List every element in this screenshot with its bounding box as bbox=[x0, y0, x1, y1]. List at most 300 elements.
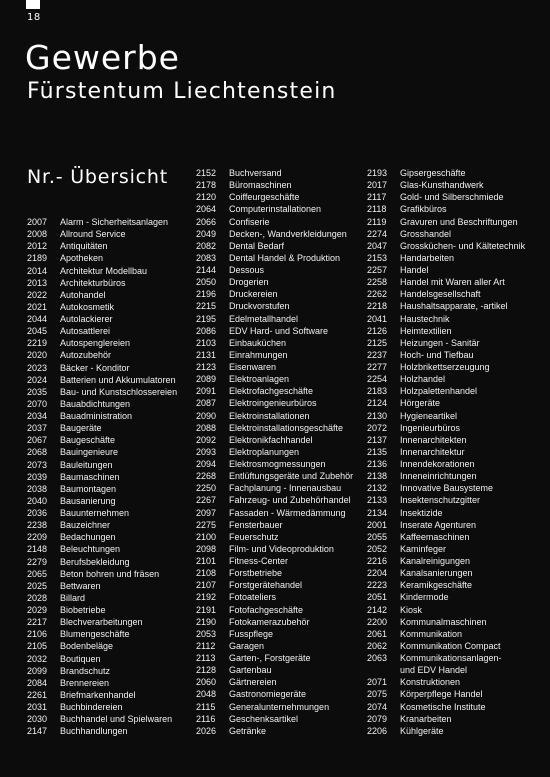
entry-number: 2083 bbox=[196, 252, 217, 263]
entry-number: 2108 bbox=[196, 568, 217, 579]
list-item bbox=[27, 398, 177, 410]
entry-name: Buchhandlungen bbox=[60, 726, 128, 737]
entry-name: Innenarchitektur bbox=[400, 446, 465, 457]
entry-number: 2192 bbox=[196, 592, 217, 603]
entry-name: Elektroanlagen bbox=[229, 374, 290, 385]
entry-name: Autosattlerei bbox=[60, 326, 111, 337]
list-item bbox=[367, 385, 525, 397]
entry-name: Bauadministration bbox=[60, 411, 133, 421]
list-item bbox=[367, 446, 525, 458]
entry-name: Keramikgeschäfte bbox=[400, 580, 473, 591]
entry-name: Einbauküchen bbox=[229, 337, 287, 348]
entry-number: 2051 bbox=[367, 592, 388, 603]
entry-name: Boutiquen bbox=[60, 653, 101, 664]
list-item bbox=[196, 616, 353, 628]
entry-number: 2050 bbox=[196, 277, 217, 288]
entry-name: Confiserie bbox=[229, 216, 270, 227]
entry-name: Eisenwaren bbox=[229, 362, 277, 372]
list-item bbox=[196, 628, 353, 640]
entry-number: 2087 bbox=[196, 398, 217, 409]
entry-number: 2126 bbox=[367, 325, 388, 336]
entry-name: Berufsbekleidung bbox=[60, 556, 130, 567]
entry-number: 2097 bbox=[196, 507, 217, 518]
list-item bbox=[27, 446, 177, 458]
entry-number: 2098 bbox=[196, 543, 217, 554]
entry-number: 2048 bbox=[196, 689, 217, 700]
entry-name: Autohandel bbox=[60, 289, 106, 300]
entry-name: Beton bohren und fräsen bbox=[60, 568, 160, 579]
entry-name: Coiffeurgeschäfte bbox=[229, 192, 300, 203]
entry-name: Holzbrikettserzeugung bbox=[400, 362, 490, 372]
list-item bbox=[27, 568, 177, 580]
list-item bbox=[196, 228, 353, 240]
list-item bbox=[27, 471, 177, 483]
list-item bbox=[367, 434, 525, 446]
entry-name: Autolackierer bbox=[60, 314, 113, 324]
list-item bbox=[367, 252, 525, 264]
entry-number: 2279 bbox=[27, 556, 48, 567]
entry-name: Elektrosmogmessungen bbox=[229, 459, 326, 469]
entry-name: Baugeschäfte bbox=[60, 435, 116, 446]
entry-name: Bodenbeläge bbox=[60, 641, 114, 652]
entry-number: 2067 bbox=[27, 435, 48, 446]
entry-name: Garten-, Forstgeräte bbox=[229, 653, 311, 663]
entry-number: 2178 bbox=[196, 180, 217, 191]
entry-name: Architektur Modellbau bbox=[60, 265, 148, 276]
list-item bbox=[367, 688, 525, 700]
entry-name: Computerinstallationen bbox=[229, 204, 322, 215]
list-item bbox=[196, 701, 353, 713]
entry-name: Büromaschinen bbox=[229, 180, 292, 191]
entry-name: Heimtextilien bbox=[400, 325, 452, 336]
directory-column-2 bbox=[196, 167, 353, 737]
entry-name: Fachplanung - Innenausbau bbox=[229, 483, 342, 494]
entry-number: 2254 bbox=[367, 374, 388, 385]
list-item bbox=[196, 519, 353, 531]
list-item bbox=[367, 591, 525, 603]
entry-name: Brennereien bbox=[60, 677, 110, 688]
entry-number: 2030 bbox=[27, 714, 48, 725]
entry-name: Gold- und Silberschmiede bbox=[400, 192, 504, 203]
entry-name: Getränke bbox=[229, 725, 267, 736]
entry-number: 2026 bbox=[196, 725, 217, 736]
list-item bbox=[27, 228, 177, 240]
entry-number: 2037 bbox=[27, 423, 48, 434]
entry-number: 2020 bbox=[27, 350, 48, 361]
entry-number: 2120 bbox=[196, 192, 217, 203]
entry-number: 2099 bbox=[27, 665, 48, 676]
entry-number: 2193 bbox=[367, 168, 388, 178]
list-item bbox=[367, 228, 525, 240]
entry-number: 2092 bbox=[196, 434, 217, 445]
list-item bbox=[196, 640, 353, 652]
entry-name: Konstruktionen bbox=[400, 677, 461, 688]
entry-number: 2090 bbox=[196, 410, 217, 421]
list-item bbox=[27, 531, 177, 543]
entry-number: 2091 bbox=[196, 386, 217, 397]
list-item bbox=[196, 494, 353, 506]
entry-name: Autokosmetik bbox=[60, 301, 115, 312]
list-item bbox=[196, 252, 353, 264]
entry-number: 2093 bbox=[196, 446, 217, 457]
entry-name: Kranarbeiten bbox=[400, 713, 452, 724]
entry-number: 2131 bbox=[196, 349, 217, 360]
list-item bbox=[196, 531, 353, 543]
entry-number: 2215 bbox=[196, 301, 217, 312]
list-item bbox=[27, 265, 177, 277]
entry-number: 2013 bbox=[27, 277, 48, 288]
list-item bbox=[196, 713, 353, 725]
entry-name: Kühlgeräte bbox=[400, 725, 444, 736]
entry-number: 2262 bbox=[367, 289, 388, 300]
entry-number: 2112 bbox=[196, 640, 216, 651]
entry-name: Baumaschinen bbox=[60, 471, 120, 482]
list-item bbox=[27, 616, 177, 628]
entry-name: Kiosk bbox=[400, 604, 423, 615]
entry-name: Kaffeemaschinen bbox=[400, 531, 470, 542]
list-item bbox=[367, 179, 525, 191]
entry-number: 2274 bbox=[367, 228, 388, 239]
entry-number: 2191 bbox=[196, 604, 217, 615]
list-item bbox=[196, 555, 353, 567]
entry-number: 2086 bbox=[196, 325, 217, 336]
entry-name: Gastronomiegeräte bbox=[229, 689, 307, 700]
list-item bbox=[27, 604, 177, 616]
entry-name: Hoch- und Tiefbau bbox=[400, 349, 474, 360]
entry-name: Kosmetische Institute bbox=[400, 701, 486, 712]
entry-name: Generalunternehmungen bbox=[229, 701, 330, 712]
entry-name: Fensterbauer bbox=[229, 519, 283, 530]
list-item bbox=[367, 701, 525, 713]
list-item bbox=[27, 556, 177, 568]
list-item bbox=[27, 483, 177, 495]
entry-number: 2238 bbox=[27, 520, 48, 531]
list-item bbox=[196, 567, 353, 579]
entry-number: 2137 bbox=[367, 434, 388, 445]
entry-number: 2132 bbox=[367, 483, 388, 494]
list-item bbox=[367, 373, 525, 385]
entry-number: 2209 bbox=[27, 532, 48, 543]
entry-number: 2072 bbox=[367, 422, 388, 433]
list-item bbox=[367, 422, 525, 434]
list-item bbox=[196, 470, 353, 482]
entry-number: 2012 bbox=[27, 241, 48, 252]
entry-number: 2053 bbox=[196, 628, 217, 639]
list-item bbox=[196, 300, 353, 312]
entry-name: Batterien und Akkumulatoren bbox=[60, 374, 176, 385]
list-item bbox=[27, 313, 177, 325]
entry-name: Elektroinstallationen bbox=[229, 410, 310, 421]
entry-number: 2153 bbox=[367, 252, 388, 263]
directory-column-3 bbox=[367, 167, 525, 737]
entry-name: Heizungen - Sanitär bbox=[400, 337, 480, 348]
entry-number: 2206 bbox=[367, 725, 388, 736]
list-item bbox=[367, 240, 525, 252]
entry-number: 2014 bbox=[27, 265, 48, 276]
entry-name: Handel mit Waren aller Art bbox=[400, 277, 505, 288]
list-item bbox=[367, 604, 525, 616]
entry-number: 2100 bbox=[196, 531, 217, 542]
entry-name: Film- und Videoproduktion bbox=[229, 543, 334, 554]
entry-number: 2075 bbox=[367, 689, 388, 700]
entry-name: Garagen bbox=[229, 640, 265, 651]
list-item bbox=[367, 216, 525, 228]
entry-number: 2190 bbox=[196, 616, 217, 627]
entry-number: 2028 bbox=[27, 592, 48, 603]
entry-number: 2089 bbox=[196, 374, 217, 385]
list-item bbox=[196, 422, 353, 434]
entry-number: 2071 bbox=[367, 677, 388, 688]
entry-number: 2147 bbox=[27, 726, 48, 737]
entry-number: 2022 bbox=[27, 289, 48, 300]
entry-name: Kaminfeger bbox=[400, 543, 447, 554]
list-item bbox=[27, 519, 177, 531]
entry-name: Insektizide bbox=[400, 507, 443, 518]
entry-name: Grafikbüros bbox=[400, 204, 447, 215]
list-item bbox=[196, 688, 353, 700]
list-item bbox=[27, 216, 177, 228]
list-item bbox=[196, 313, 353, 325]
entry-name: Drogerien bbox=[229, 277, 269, 288]
entry-name: Blechverarbeitungen bbox=[60, 617, 143, 628]
list-item bbox=[196, 203, 353, 215]
entry-name: Inserate Agenturen bbox=[400, 519, 477, 530]
list-item bbox=[27, 713, 177, 725]
list-item bbox=[367, 264, 525, 276]
entry-name: Hygieneartikel bbox=[400, 410, 458, 421]
entry-number: 2047 bbox=[367, 240, 388, 251]
entry-name: Elektroinstallationsgeschäfte bbox=[229, 422, 344, 433]
entry-number: 2038 bbox=[27, 483, 48, 494]
entry-number: 2115 bbox=[196, 701, 216, 712]
list-item bbox=[27, 277, 177, 289]
entry-name: Bauingenieure bbox=[60, 447, 119, 458]
entry-name: Fitness-Center bbox=[229, 556, 289, 566]
list-item bbox=[367, 616, 525, 628]
entry-name: Forstgerätehandel bbox=[229, 580, 303, 591]
entry-number: 2219 bbox=[27, 338, 48, 349]
list-item bbox=[27, 362, 177, 374]
entry-name: Blumengeschäfte bbox=[60, 629, 130, 640]
list-item bbox=[367, 361, 525, 373]
entry-number: 2136 bbox=[367, 459, 388, 469]
page-number: 18 bbox=[27, 12, 41, 23]
entry-name: Holzpalettenhandel bbox=[400, 386, 478, 397]
entry-name: Dental Bedarf bbox=[229, 240, 285, 251]
entry-name: Druckereien bbox=[229, 289, 278, 300]
entry-number: 2216 bbox=[367, 556, 388, 566]
entry-name: Baugeräte bbox=[60, 423, 102, 434]
entry-number: 2142 bbox=[367, 604, 388, 615]
entry-name: Edelmetallhandel bbox=[229, 313, 299, 324]
list-item bbox=[27, 725, 177, 737]
list-item bbox=[27, 422, 177, 434]
entry-number: 2237 bbox=[367, 349, 388, 360]
list-item bbox=[196, 434, 353, 446]
section-heading: Nr.- Übersicht bbox=[27, 166, 168, 188]
entry-number: 2195 bbox=[196, 313, 217, 324]
entry-number: 2023 bbox=[27, 362, 48, 373]
entry-number: 2106 bbox=[27, 629, 48, 640]
list-item bbox=[27, 337, 177, 349]
entry-number: 2223 bbox=[367, 580, 388, 591]
list-item bbox=[196, 216, 353, 228]
entry-name: Bauzeichner bbox=[60, 520, 111, 531]
entry-name: Dental Handel & Produktion bbox=[229, 252, 341, 263]
entry-number: 2261 bbox=[27, 689, 48, 700]
entry-name: Insektenschutzgitter bbox=[400, 495, 481, 506]
list-item bbox=[367, 349, 525, 361]
entry-name: Dessous bbox=[229, 265, 265, 275]
entry-number: 2101 bbox=[196, 556, 217, 566]
list-item bbox=[27, 374, 177, 386]
entry-number: 2079 bbox=[367, 713, 388, 724]
entry-name: Gipsergeschäfte bbox=[400, 168, 466, 178]
list-item bbox=[367, 325, 525, 337]
entry-name: Haushaltsapparate, -artikel bbox=[400, 301, 508, 312]
list-item bbox=[196, 604, 353, 616]
entry-name: Grosshandel bbox=[400, 228, 452, 239]
entry-number: 2064 bbox=[196, 204, 217, 215]
list-item bbox=[196, 167, 353, 179]
entry-name: Buchhandel und Spielwaren bbox=[60, 714, 173, 725]
entry-number: 2036 bbox=[27, 508, 48, 518]
entry-name: Decken-, Wandverkleidungen bbox=[229, 228, 347, 239]
entry-name: Gärtnereien bbox=[229, 677, 277, 688]
entry-name: Architekturbüros bbox=[60, 277, 126, 288]
entry-number: 2052 bbox=[367, 543, 388, 554]
entry-number: 2021 bbox=[27, 301, 48, 312]
list-item bbox=[367, 482, 525, 494]
entry-name: und EDV Handel bbox=[400, 665, 468, 676]
entry-name: Allround Service bbox=[60, 229, 126, 240]
entry-number: 2113 bbox=[196, 653, 216, 663]
entry-name: Buchbindereien bbox=[60, 702, 123, 712]
list-item bbox=[367, 713, 525, 725]
entry-name: Baumontagen bbox=[60, 483, 117, 494]
list-item bbox=[367, 470, 525, 482]
list-item bbox=[367, 519, 525, 531]
entry-name: Bäcker - Konditor bbox=[60, 362, 130, 373]
list-item bbox=[196, 276, 353, 288]
list-item bbox=[27, 325, 177, 337]
entry-name: Fotofachgeschäfte bbox=[229, 604, 304, 615]
entry-name: Innendekorationen bbox=[400, 459, 475, 469]
entry-name: Autozubehör bbox=[60, 350, 112, 361]
list-item bbox=[27, 240, 177, 252]
entry-number: 2152 bbox=[196, 168, 217, 178]
entry-number: 2066 bbox=[196, 216, 217, 227]
entry-number: 2084 bbox=[27, 677, 48, 688]
list-item bbox=[27, 386, 177, 398]
entry-name: Alarm - Sicherheitsanlagen bbox=[60, 217, 169, 227]
entry-number: 2070 bbox=[27, 398, 48, 409]
list-item bbox=[367, 507, 525, 519]
list-item bbox=[196, 191, 353, 203]
entry-name: Apotheken bbox=[60, 253, 104, 264]
entry-number: 2068 bbox=[27, 447, 48, 458]
list-item bbox=[196, 361, 353, 373]
entry-name: Elektrofachgeschäfte bbox=[229, 386, 314, 397]
list-item bbox=[196, 543, 353, 555]
entry-name: Bauabdichtungen bbox=[60, 398, 131, 409]
entry-number: 2204 bbox=[367, 568, 388, 579]
list-item bbox=[196, 482, 353, 494]
entry-name: Einrahmungen bbox=[229, 349, 288, 360]
entry-number: 2117 bbox=[367, 192, 387, 203]
list-item bbox=[367, 555, 525, 567]
entry-name: Handel bbox=[400, 265, 429, 275]
page-marker bbox=[26, 0, 40, 9]
entry-name: Innovative Bausysteme bbox=[400, 483, 494, 494]
entry-name: Glas-Kunsthandwerk bbox=[400, 180, 484, 191]
list-item bbox=[367, 494, 525, 506]
entry-number: 2032 bbox=[27, 653, 48, 664]
list-item bbox=[367, 676, 525, 688]
entry-name: Körperpflege Handel bbox=[400, 689, 483, 700]
entry-name: Kindermode bbox=[400, 592, 449, 603]
entry-name: Billard bbox=[60, 592, 86, 603]
list-item bbox=[196, 676, 353, 688]
list-item bbox=[367, 337, 525, 349]
entry-name: Inneneinrichtungen bbox=[400, 471, 477, 482]
list-item bbox=[196, 410, 353, 422]
list-item bbox=[367, 640, 525, 652]
entry-number: 2218 bbox=[367, 301, 388, 312]
entry-number: 2123 bbox=[196, 362, 217, 372]
entry-number: 2029 bbox=[27, 605, 48, 615]
entry-number: 2103 bbox=[196, 337, 217, 348]
entry-name: Innenarchitekten bbox=[400, 434, 467, 445]
entry-number: 2062 bbox=[367, 640, 388, 651]
entry-name: Fahrzeug- und Zubehörhandel bbox=[229, 495, 351, 506]
entry-number: 2134 bbox=[367, 507, 388, 518]
entry-name: Entlüftungsgeräte und Zubehör bbox=[229, 471, 354, 482]
entry-number: 2250 bbox=[196, 483, 217, 494]
entry-name: Elektroingenieurbüros bbox=[229, 398, 317, 409]
list-item bbox=[367, 531, 525, 543]
list-item bbox=[27, 665, 177, 677]
entry-number: 2017 bbox=[367, 180, 388, 191]
entry-number: 2105 bbox=[27, 641, 48, 652]
entry-number: 2148 bbox=[27, 544, 48, 555]
entry-name: Bettwaren bbox=[60, 580, 101, 591]
entry-name: Haustechnik bbox=[400, 313, 450, 324]
entry-name: EDV Hard- und Software bbox=[229, 325, 329, 336]
entry-number: 2217 bbox=[27, 617, 48, 628]
entry-number: 2124 bbox=[367, 398, 388, 409]
entry-name: Druckvorstufen bbox=[229, 301, 290, 312]
entry-number: 2001 bbox=[367, 519, 388, 530]
entry-number: 2034 bbox=[27, 411, 48, 421]
entry-number: 2041 bbox=[367, 313, 388, 324]
list-item bbox=[196, 325, 353, 337]
entry-number: 2135 bbox=[367, 446, 388, 457]
entry-name: Kommunikation bbox=[400, 628, 463, 639]
entry-number: 2045 bbox=[27, 326, 48, 337]
list-item bbox=[27, 410, 177, 422]
list-item bbox=[27, 459, 177, 471]
list-item bbox=[196, 725, 353, 737]
entry-name: Bauleitungen bbox=[60, 459, 113, 470]
entry-name: Handelsgesellschaft bbox=[400, 289, 481, 300]
list-item bbox=[27, 653, 177, 665]
list-item bbox=[196, 240, 353, 252]
entry-name: Handarbeiten bbox=[400, 252, 455, 263]
list-item bbox=[367, 397, 525, 409]
list-item bbox=[27, 507, 177, 519]
entry-name: Grossküchen- und Kältetechnik bbox=[400, 240, 526, 251]
